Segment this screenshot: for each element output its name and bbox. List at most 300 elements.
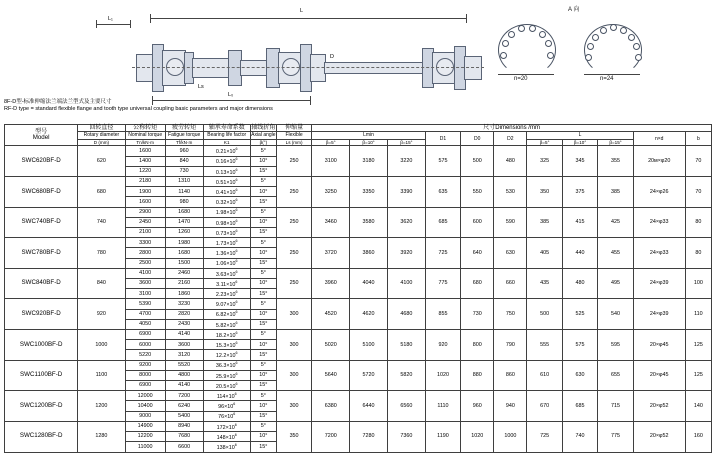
intermediate-tube <box>324 62 424 74</box>
cell-bearing-factor: $138\times 10^6$ <box>203 442 250 452</box>
cell-nominal-torque: 1400 <box>125 156 165 166</box>
cell-D1: 725 <box>425 238 460 269</box>
slip-sleeve <box>192 58 230 78</box>
cell-axial-angle: 15° <box>250 319 276 329</box>
cell-D1: 1020 <box>425 360 460 391</box>
cell-D1: 920 <box>425 330 460 361</box>
cell-flexible: 300 <box>276 330 311 361</box>
cell-axial-angle: 15° <box>250 166 276 176</box>
cell-axial-angle: 5° <box>250 299 276 309</box>
th-angle-cn: 轴线折角 <box>251 125 276 131</box>
cell-flexible: 250 <box>276 177 311 208</box>
caption-line-en: RF-D type = standard flexible flange and tooth type universal coupling basic parameters and major dimensions <box>4 106 273 112</box>
cell-D0: 640 <box>461 238 494 269</box>
cell-nxd: 24×φ33 <box>633 238 685 269</box>
cell-bearing-factor: $96\times 10^6$ <box>203 401 250 411</box>
cell-lmin-b10: 3180 <box>350 146 388 177</box>
cell-axial-angle: 10° <box>250 401 276 411</box>
cell-L-b5: 405 <box>527 238 562 269</box>
cell-lmin-b10: 5100 <box>350 330 388 361</box>
cell-nominal-torque: 10400 <box>125 401 165 411</box>
cell-b: 80 <box>685 238 711 269</box>
cell-nominal-torque: 6900 <box>125 330 165 340</box>
cell-nominal-torque: 12000 <box>125 391 165 401</box>
cell-nxd: 24×φ26 <box>633 177 685 208</box>
cell-lmin-b5: 3460 <box>312 207 350 238</box>
cell-lmin-b5: 5020 <box>312 330 350 361</box>
cell-L-b10: 525 <box>562 299 597 330</box>
cell-nominal-torque: 1600 <box>125 146 165 156</box>
cell-diameter: 740 <box>78 207 125 238</box>
cell-lmin-b5: 3960 <box>312 268 350 299</box>
th-flex-cn: 伸缩量 <box>276 125 311 132</box>
cell-diameter: 780 <box>78 238 125 269</box>
cell-nxd: 20×φ45 <box>633 330 685 361</box>
cell-lmin-b15: 3620 <box>387 207 425 238</box>
cell-bearing-factor: $9.07\times 10^6$ <box>203 299 250 309</box>
dim-line <box>96 24 130 25</box>
table-row <box>5 177 712 187</box>
cell-L-b10: 685 <box>562 391 597 422</box>
cell-flexible: 300 <box>276 299 311 330</box>
cell-axial-angle: 15° <box>250 411 276 421</box>
cell-diameter: 1200 <box>78 391 125 422</box>
cell-axial-angle: 15° <box>250 289 276 299</box>
th-flex-unit: Ls (mm) <box>276 139 311 146</box>
dim-L0-label: L₀ <box>228 92 234 98</box>
cell-lmin-b15: 3220 <box>387 146 425 177</box>
cell-L-b15: 495 <box>598 268 633 299</box>
cell-bearing-factor: $0.41\times 10^6$ <box>203 187 250 197</box>
cell-fatigue-torque: 5520 <box>165 360 203 370</box>
cell-D2: 750 <box>494 299 527 330</box>
cell-lmin-b5: 5640 <box>312 360 350 391</box>
cell-D2: 590 <box>494 207 527 238</box>
cell-fatigue-torque: 730 <box>165 166 203 176</box>
cell-bearing-factor: $0.21\times 10^6$ <box>203 146 250 156</box>
cell-fatigue-torque: 7680 <box>165 432 203 442</box>
cell-L-b15: 595 <box>598 330 633 361</box>
cell-L-b15: 425 <box>598 207 633 238</box>
cell-L-b5: 725 <box>527 421 562 452</box>
cell-axial-angle: 5° <box>250 360 276 370</box>
cell-nominal-torque: 14900 <box>125 421 165 431</box>
cell-bearing-factor: $114\times 10^6$ <box>203 391 250 401</box>
cell-axial-angle: 10° <box>250 187 276 197</box>
cell-axial-angle: 10° <box>250 217 276 227</box>
cell-nominal-torque: 1600 <box>125 197 165 207</box>
th-diameter-cn: 回转直径 <box>78 125 125 132</box>
cell-L-b10: 440 <box>562 238 597 269</box>
table-row <box>5 146 712 156</box>
table-row <box>5 268 712 278</box>
cell-model: SWC680BF-D <box>5 177 78 208</box>
cell-nxd: 20м×φ20 <box>633 146 685 177</box>
cell-D1: 575 <box>425 146 460 177</box>
th-lmin: Lmin <box>312 132 425 139</box>
th-model: 型号 Model <box>5 125 78 146</box>
cell-fatigue-torque: 840 <box>165 156 203 166</box>
dim-D-label: D <box>330 54 334 60</box>
cell-D0: 730 <box>461 299 494 330</box>
cell-bearing-factor: $3.11\times 10^6$ <box>203 279 250 289</box>
cell-fatigue-torque: 6240 <box>165 401 203 411</box>
flange-hub-3 <box>464 56 482 80</box>
cell-lmin-b15: 7360 <box>387 421 425 452</box>
cell-bearing-factor: $148\times 10^6$ <box>203 432 250 442</box>
dim-tick <box>150 14 151 23</box>
th-fatigue-cn: 疲劳转矩 <box>165 125 203 132</box>
cell-fatigue-torque: 2430 <box>165 319 203 329</box>
cell-lmin-b10: 3350 <box>350 177 388 208</box>
cell-L-b15: 385 <box>598 177 633 208</box>
cell-lmin-b10: 4620 <box>350 299 388 330</box>
cell-bearing-factor: $15.3\times 10^6$ <box>203 340 250 350</box>
th-D0: D0 <box>461 132 494 146</box>
cell-flexible: 250 <box>276 268 311 299</box>
cell-fatigue-torque: 3600 <box>165 340 203 350</box>
th-nxd: n×d <box>633 132 685 146</box>
cell-nominal-torque: 3300 <box>125 238 165 248</box>
cell-axial-angle: 10° <box>250 156 276 166</box>
cell-bearing-factor: $5.82\times 10^6$ <box>203 319 250 329</box>
cell-model: SWC1000BF-D <box>5 330 78 361</box>
cell-bearing-factor: $25.9\times 10^6$ <box>203 370 250 380</box>
cell-lmin-b10: 6440 <box>350 391 388 422</box>
cell-fatigue-torque: 960 <box>165 146 203 156</box>
cell-nominal-torque: 4050 <box>125 319 165 329</box>
cell-fatigue-torque: 6600 <box>165 442 203 452</box>
cell-nominal-torque: 6000 <box>125 340 165 350</box>
cell-D2: 660 <box>494 268 527 299</box>
th-nominal-unit: Tn/kN·m <box>125 139 165 146</box>
cell-nominal-torque: 2450 <box>125 217 165 227</box>
cell-fatigue-torque: 2460 <box>165 268 203 278</box>
cell-diameter: 920 <box>78 299 125 330</box>
cell-lmin-b5: 3100 <box>312 146 350 177</box>
cell-L-b5: 350 <box>527 177 562 208</box>
th-L-b5: β=5° <box>527 139 562 146</box>
th-D1: D1 <box>425 132 460 146</box>
table-row <box>5 330 712 340</box>
cell-fatigue-torque: 1980 <box>165 238 203 248</box>
cell-diameter: 1000 <box>78 330 125 361</box>
cell-axial-angle: 5° <box>250 177 276 187</box>
cell-lmin-b15: 4680 <box>387 299 425 330</box>
cell-nominal-torque: 1220 <box>125 166 165 176</box>
cell-nominal-torque: 1900 <box>125 187 165 197</box>
cell-lmin-b5: 7200 <box>312 421 350 452</box>
cell-model: SWC1200BF-D <box>5 391 78 422</box>
cell-L-b15: 655 <box>598 360 633 391</box>
th-L: L <box>527 132 633 139</box>
cell-model: SWC1280BF-D <box>5 421 78 452</box>
cell-model: SWC920BF-D <box>5 299 78 330</box>
cell-fatigue-torque: 3120 <box>165 350 203 360</box>
cell-model: SWC620BF-D <box>5 146 78 177</box>
cell-fatigue-torque: 5400 <box>165 411 203 421</box>
cell-b: 70 <box>685 146 711 177</box>
cell-fatigue-torque: 1310 <box>165 177 203 187</box>
cell-bearing-factor: $18.2\times 10^6$ <box>203 330 250 340</box>
th-L-b15: β=15° <box>598 139 633 146</box>
cell-fatigue-torque: 2160 <box>165 279 203 289</box>
cell-nominal-torque: 4700 <box>125 309 165 319</box>
cell-flexible: 250 <box>276 207 311 238</box>
cell-bearing-factor: $76\times 10^6$ <box>203 411 250 421</box>
table-row <box>5 207 712 217</box>
cell-nominal-torque: 2900 <box>125 207 165 217</box>
cell-lmin-b5: 4520 <box>312 299 350 330</box>
cell-lmin-b5: 6380 <box>312 391 350 422</box>
cell-flexible: 350 <box>276 421 311 452</box>
cell-D2: 480 <box>494 146 527 177</box>
cell-nominal-torque: 6900 <box>125 381 165 391</box>
cell-nominal-torque: 8000 <box>125 370 165 380</box>
cell-L-b15: 715 <box>598 391 633 422</box>
cell-diameter: 680 <box>78 177 125 208</box>
cell-flexible: 250 <box>276 238 311 269</box>
cell-nxd: 20×φ52 <box>633 421 685 452</box>
table-row <box>5 360 712 370</box>
cell-axial-angle: 15° <box>250 350 276 360</box>
cell-nominal-torque: 4100 <box>125 268 165 278</box>
caption-line-cn: 8F-D型-标准伸缩法兰端法兰型式及主要尺寸 <box>4 99 112 105</box>
detail-view-label: A 向 <box>568 7 580 13</box>
cell-lmin-b10: 4040 <box>350 268 388 299</box>
cell-nominal-torque: 5220 <box>125 350 165 360</box>
cell-b: 110 <box>685 299 711 330</box>
cell-D1: 1190 <box>425 421 460 452</box>
cell-fatigue-torque: 4140 <box>165 330 203 340</box>
cell-nominal-torque: 3100 <box>125 289 165 299</box>
cell-axial-angle: 15° <box>250 381 276 391</box>
th-lmin-b5: β=5° <box>312 139 350 146</box>
cell-fatigue-torque: 1140 <box>165 187 203 197</box>
cell-D2: 860 <box>494 360 527 391</box>
cell-L-b5: 670 <box>527 391 562 422</box>
cell-bearing-factor: $6.82\times 10^6$ <box>203 309 250 319</box>
cell-axial-angle: 5° <box>250 268 276 278</box>
cell-bearing-factor: $1.73\times 10^6$ <box>203 238 250 248</box>
cell-axial-angle: 15° <box>250 442 276 452</box>
cell-bearing-factor: $36.3\times 10^6$ <box>203 360 250 370</box>
th-bearing-cn: 轴承寿命系数 <box>203 125 250 132</box>
th-bearing-en: Bearing life factor <box>203 132 250 139</box>
cell-fatigue-torque: 4140 <box>165 381 203 391</box>
cell-lmin-b5: 3720 <box>312 238 350 269</box>
bolt-count-left: n=20 <box>514 76 528 82</box>
spec-table <box>4 124 712 453</box>
cell-bearing-factor: $0.32\times 10^6$ <box>203 197 250 207</box>
cell-axial-angle: 5° <box>250 330 276 340</box>
cell-L-b10: 415 <box>562 207 597 238</box>
cell-axial-angle: 10° <box>250 248 276 258</box>
cell-axial-angle: 10° <box>250 432 276 442</box>
cell-nominal-torque: 2180 <box>125 177 165 187</box>
dim-Ls-label: Ls <box>198 84 204 90</box>
cell-b: 125 <box>685 360 711 391</box>
cell-lmin-b15: 4100 <box>387 268 425 299</box>
cell-nominal-torque: 9200 <box>125 360 165 370</box>
cell-bearing-factor: $172\times 10^6$ <box>203 421 250 431</box>
cell-nxd: 20×φ45 <box>633 360 685 391</box>
th-fatigue-unit: Tf/kN·m <box>165 139 203 146</box>
cell-diameter: 1280 <box>78 421 125 452</box>
cell-b: 160 <box>685 421 711 452</box>
cell-lmin-b10: 3860 <box>350 238 388 269</box>
cell-D1: 635 <box>425 177 460 208</box>
cell-D0: 550 <box>461 177 494 208</box>
cell-L-b10: 630 <box>562 360 597 391</box>
cell-bearing-factor: $12.2\times 10^6$ <box>203 350 250 360</box>
table-row <box>5 421 712 431</box>
cell-axial-angle: 15° <box>250 197 276 207</box>
cell-nominal-torque: 12200 <box>125 432 165 442</box>
cell-axial-angle: 15° <box>250 258 276 268</box>
th-diameter-en: Rotary diameter <box>78 132 125 139</box>
cell-D1: 775 <box>425 268 460 299</box>
cell-nxd: 20×φ52 <box>633 391 685 422</box>
th-nominal-en: Nominal torque <box>125 132 165 139</box>
th-angle-en: Axial angle <box>251 132 276 139</box>
th-angle-unit: β(°) <box>250 139 276 146</box>
cell-nominal-torque: 9000 <box>125 411 165 421</box>
cell-L-b10: 375 <box>562 177 597 208</box>
cell-D2: 630 <box>494 238 527 269</box>
cell-model: SWC840BF-D <box>5 268 78 299</box>
th-lmin-b10: β=10° <box>350 139 388 146</box>
cell-fatigue-torque: 1680 <box>165 207 203 217</box>
cell-bearing-factor: $0.98\times 10^6$ <box>203 217 250 227</box>
cell-bearing-factor: $1.06\times 10^6$ <box>203 258 250 268</box>
cell-model: SWC1100BF-D <box>5 360 78 391</box>
cell-nxd: 24×φ39 <box>633 299 685 330</box>
cell-L-b15: 775 <box>598 421 633 452</box>
cell-nominal-torque: 5390 <box>125 299 165 309</box>
dim-tick <box>466 14 467 23</box>
cell-D0: 600 <box>461 207 494 238</box>
cell-bearing-factor: $2.23\times 10^6$ <box>203 289 250 299</box>
cell-fatigue-torque: 3230 <box>165 299 203 309</box>
bolt-circle-n20 <box>492 22 562 80</box>
cell-D2: 790 <box>494 330 527 361</box>
cell-D2: 1000 <box>494 421 527 452</box>
cell-D0: 800 <box>461 330 494 361</box>
cell-nominal-torque: 2800 <box>125 248 165 258</box>
cell-axial-angle: 5° <box>250 207 276 217</box>
bolt-count-right: n=24 <box>600 76 614 82</box>
cell-fatigue-torque: 980 <box>165 197 203 207</box>
cell-diameter: 1100 <box>78 360 125 391</box>
cell-fatigue-torque: 1680 <box>165 248 203 258</box>
cell-L-b15: 540 <box>598 299 633 330</box>
cell-L-b10: 740 <box>562 421 597 452</box>
cell-b: 80 <box>685 207 711 238</box>
cell-D1: 1110 <box>425 391 460 422</box>
dim-line-L <box>150 18 466 19</box>
cell-fatigue-torque: 8940 <box>165 421 203 431</box>
drawing-caption <box>4 99 273 113</box>
cell-bearing-factor: $0.51\times 10^6$ <box>203 177 250 187</box>
cell-L-b5: 325 <box>527 146 562 177</box>
spline-shaft <box>240 60 268 76</box>
cell-b: 70 <box>685 177 711 208</box>
cell-axial-angle: 5° <box>250 391 276 401</box>
cell-model: SWC740BF-D <box>5 207 78 238</box>
cell-L-b5: 385 <box>527 207 562 238</box>
technical-drawing <box>0 0 716 124</box>
cell-D2: 940 <box>494 391 527 422</box>
cell-L-b10: 345 <box>562 146 597 177</box>
cell-D0: 1020 <box>461 421 494 452</box>
cell-fatigue-torque: 1500 <box>165 258 203 268</box>
cell-bearing-factor: $20.5\times 10^6$ <box>203 381 250 391</box>
th-diameter-unit: D (mm) <box>78 139 125 146</box>
cell-L-b5: 500 <box>527 299 562 330</box>
th-b: b <box>685 132 711 146</box>
th-flex-en: Flexible <box>276 132 311 139</box>
cell-bearing-factor: $3.63\times 10^6$ <box>203 268 250 278</box>
cell-fatigue-torque: 2820 <box>165 309 203 319</box>
cell-lmin-b15: 6560 <box>387 391 425 422</box>
cell-bearing-factor: $0.16\times 10^6$ <box>203 156 250 166</box>
cell-D1: 685 <box>425 207 460 238</box>
cell-nxd: 24×φ39 <box>633 268 685 299</box>
cell-D2: 530 <box>494 177 527 208</box>
cell-lmin-b10: 7280 <box>350 421 388 452</box>
cell-axial-angle: 5° <box>250 421 276 431</box>
cell-fatigue-torque: 1260 <box>165 228 203 238</box>
cell-b: 100 <box>685 268 711 299</box>
cell-bearing-factor: $0.13\times 10^6$ <box>203 166 250 176</box>
cell-fatigue-torque: 7200 <box>165 391 203 401</box>
dim-L-label: L <box>300 8 304 14</box>
cell-flexible: 250 <box>276 146 311 177</box>
table-row <box>5 238 712 248</box>
th-nominal-cn: 公称转矩 <box>125 125 165 132</box>
cell-lmin-b10: 5720 <box>350 360 388 391</box>
centre-axis <box>132 67 484 68</box>
cell-L-b5: 435 <box>527 268 562 299</box>
cell-nominal-torque: 3600 <box>125 279 165 289</box>
cell-lmin-b15: 5820 <box>387 360 425 391</box>
cell-lmin-b5: 3250 <box>312 177 350 208</box>
cell-axial-angle: 10° <box>250 309 276 319</box>
dim-tick <box>96 20 97 28</box>
cell-D0: 680 <box>461 268 494 299</box>
cell-lmin-b15: 3390 <box>387 177 425 208</box>
table-row <box>5 299 712 309</box>
cell-nominal-torque: 2500 <box>125 258 165 268</box>
cell-lmin-b15: 5180 <box>387 330 425 361</box>
cell-lmin-b15: 3920 <box>387 238 425 269</box>
cell-flexible: 300 <box>276 360 311 391</box>
cell-fatigue-torque: 1470 <box>165 217 203 227</box>
bolt-circle-n24 <box>578 22 648 80</box>
cell-bearing-factor: $1.36\times 10^6$ <box>203 248 250 258</box>
th-D2: D2 <box>494 132 527 146</box>
cell-L-b15: 355 <box>598 146 633 177</box>
th-lmin-b15: β=15° <box>387 139 425 146</box>
cell-axial-angle: 5° <box>250 146 276 156</box>
cell-L-b5: 610 <box>527 360 562 391</box>
cell-axial-angle: 10° <box>250 340 276 350</box>
cell-axial-angle: 10° <box>250 279 276 289</box>
cell-flexible: 300 <box>276 391 311 422</box>
cell-b: 140 <box>685 391 711 422</box>
th-fatigue-en: Fatigue torque <box>165 132 203 139</box>
